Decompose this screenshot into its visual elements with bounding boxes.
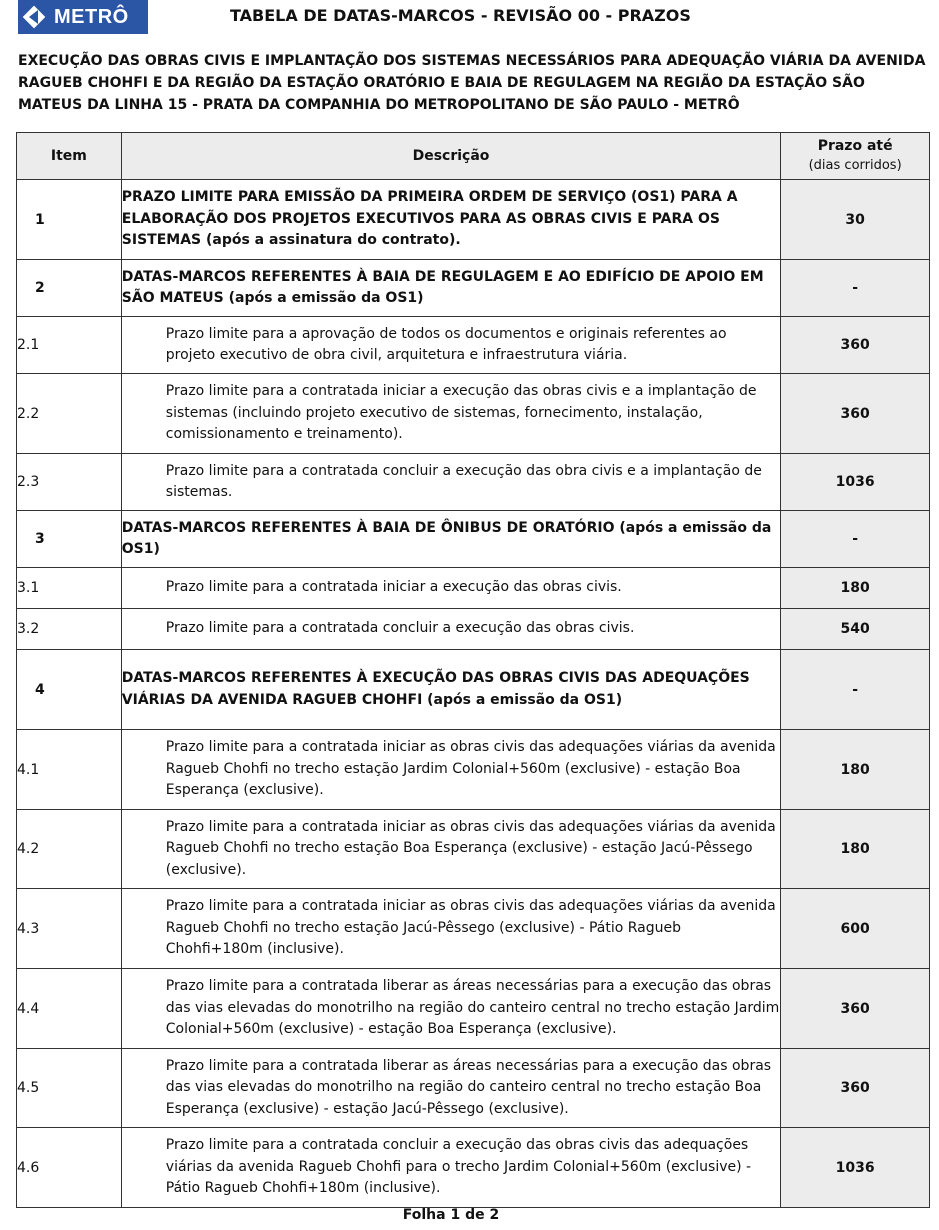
row-description: Prazo limite para a contratada iniciar as obras civis das adequações viárias da avenida Ragueb Chohfi no trecho estação Jardim Colonial+560m (exclusive) - estação Boa Esperança (exclusive).	[121, 730, 780, 810]
row-prazo: 1036	[781, 454, 930, 511]
row-item: 4.5	[17, 1049, 122, 1128]
row-prazo: 540	[781, 609, 930, 650]
row-prazo: -	[781, 650, 930, 730]
row-item: 2.1	[17, 317, 122, 374]
row-item: 2.2	[17, 374, 122, 454]
table-row	[17, 317, 930, 374]
row-item: 3.2	[17, 609, 122, 650]
row-prazo: 180	[781, 730, 930, 810]
row-prazo: 600	[781, 889, 930, 969]
row-prazo: 180	[781, 568, 930, 609]
metro-diamond-arrow-icon	[23, 6, 45, 28]
table-row	[17, 454, 930, 511]
row-description: Prazo limite para a contratada iniciar a execução das obras civis e a implantação de sistemas (incluindo projeto executivo de sistemas, fornecimento, instalação, comissionamento e treinamento).	[121, 374, 780, 454]
table-row	[17, 889, 930, 969]
table-row	[17, 260, 930, 317]
row-description: Prazo limite para a contratada liberar as áreas necessárias para a execução das obras das vias elevadas do monotrilho na região do canteiro central no trecho estação Jardim Colonial+560m (exclusive) - estação Boa Esperança (exclusive).	[121, 969, 780, 1049]
row-prazo: -	[781, 260, 930, 317]
table-row	[17, 511, 930, 568]
row-description: Prazo limite para a contratada iniciar as obras civis das adequações viárias da avenida Ragueb Chohfi no trecho estação Boa Esperança (exclusive) - estação Jacú-Pêssego (exclusive).	[121, 810, 780, 889]
logo-text: METRÔ	[54, 5, 129, 28]
header-prazo-label: Prazo até	[817, 138, 893, 154]
table-row	[17, 730, 930, 810]
row-item: 4.1	[17, 730, 122, 810]
row-prazo: 360	[781, 969, 930, 1049]
row-description: DATAS-MARCOS REFERENTES À EXECUÇÃO DAS OBRAS CIVIS DAS ADEQUAÇÕES VIÁRIAS DA AVENIDA RAGUEB CHOHFI (após a emissão da OS1)	[121, 650, 780, 730]
document-title: TABELA DE DATAS-MARCOS - REVISÃO 00 - PRAZOS	[230, 6, 691, 25]
table-row	[17, 810, 930, 889]
row-item: 2	[17, 260, 122, 317]
row-item: 4.3	[17, 889, 122, 969]
header-descricao: Descrição	[121, 133, 780, 180]
header-prazo-sublabel: (dias corridos)	[808, 158, 902, 173]
table-row	[17, 374, 930, 454]
table-row	[17, 1128, 930, 1208]
row-item: 4.6	[17, 1128, 122, 1208]
row-description: DATAS-MARCOS REFERENTES À BAIA DE REGULAGEM E AO EDIFÍCIO DE APOIO EM SÃO MATEUS (após a emissão da OS1)	[121, 260, 780, 317]
row-prazo: 360	[781, 317, 930, 374]
row-item: 1	[17, 180, 122, 260]
row-description: Prazo limite para a contratada liberar as áreas necessárias para a execução das obras das vias elevadas do monotrilho na região do canteiro central no trecho estação Boa Esperança (exclusive) - estação Jacú-Pêssego (exclusive).	[121, 1049, 780, 1128]
header-item: Item	[17, 133, 122, 180]
row-description: Prazo limite para a contratada iniciar as obras civis das adequações viárias da avenida Ragueb Chohfi no trecho estação Jacú-Pêssego (exclusive) - Pátio Ragueb Chohfi+180m (inclusive).	[121, 889, 780, 969]
document-subtitle: EXECUÇÃO DAS OBRAS CIVIS E IMPLANTAÇÃO DOS SISTEMAS NECESSÁRIOS PARA ADEQUAÇÃO VIÁRIA DA AVENIDA RAGUEB CHOHFI E DA REGIÃO DA ESTAÇÃO ORATÓRIO E BAIA DE REGULAGEM NA REGIÃO DA ESTAÇÃO SÃO MATEUS DA LINHA 15 - PRATA DA COMPANHIA DO METROPOLITANO DE SÃO PAULO - METRÔ	[18, 53, 926, 113]
row-description: Prazo limite para a contratada concluir a execução das obras civis das adequações viárias da avenida Ragueb Chohfi para o trecho Jardim Colonial+560m (exclusive) - Pátio Ragueb Chohfi+180m (inclusive).	[121, 1128, 780, 1208]
row-prazo: 360	[781, 1049, 930, 1128]
table-row	[17, 180, 930, 260]
page-footer: Folha 1 de 2	[402, 1207, 500, 1223]
table-header-row	[17, 133, 930, 180]
row-prazo: 180	[781, 810, 930, 889]
row-prazo: 360	[781, 374, 930, 454]
row-item: 3.1	[17, 568, 122, 609]
table-row	[17, 969, 930, 1049]
row-prazo: 1036	[781, 1128, 930, 1208]
row-prazo: -	[781, 511, 930, 568]
row-description: PRAZO LIMITE PARA EMISSÃO DA PRIMEIRA ORDEM DE SERVIÇO (OS1) PARA A ELABORAÇÃO DOS PROJETOS EXECUTIVOS PARA AS OBRAS CIVIS E PARA OS SISTEMAS (após a assinatura do contrato).	[121, 180, 780, 260]
row-description: DATAS-MARCOS REFERENTES À BAIA DE ÔNIBUS DE ORATÓRIO (após a emissão da OS1)	[121, 511, 780, 568]
row-item: 4.4	[17, 969, 122, 1049]
row-prazo: 30	[781, 180, 930, 260]
milestones-table	[16, 132, 930, 1208]
table-row	[17, 609, 930, 650]
row-description: Prazo limite para a contratada concluir a execução das obras civis.	[121, 609, 780, 650]
table-row	[17, 1049, 930, 1128]
row-item: 3	[17, 511, 122, 568]
metro-logo	[18, 0, 148, 34]
row-description: Prazo limite para a contratada iniciar a execução das obras civis.	[121, 568, 780, 609]
row-item: 2.3	[17, 454, 122, 511]
row-item: 4.2	[17, 810, 122, 889]
row-description: Prazo limite para a contratada concluir a execução das obra civis e a implantação de sistemas.	[121, 454, 780, 511]
row-item: 4	[17, 650, 122, 730]
table-row	[17, 568, 930, 609]
table-row	[17, 650, 930, 730]
header-prazo	[781, 133, 930, 180]
row-description: Prazo limite para a aprovação de todos os documentos e originais referentes ao projeto executivo de obra civil, arquitetura e infraestrutura viária.	[121, 317, 780, 374]
